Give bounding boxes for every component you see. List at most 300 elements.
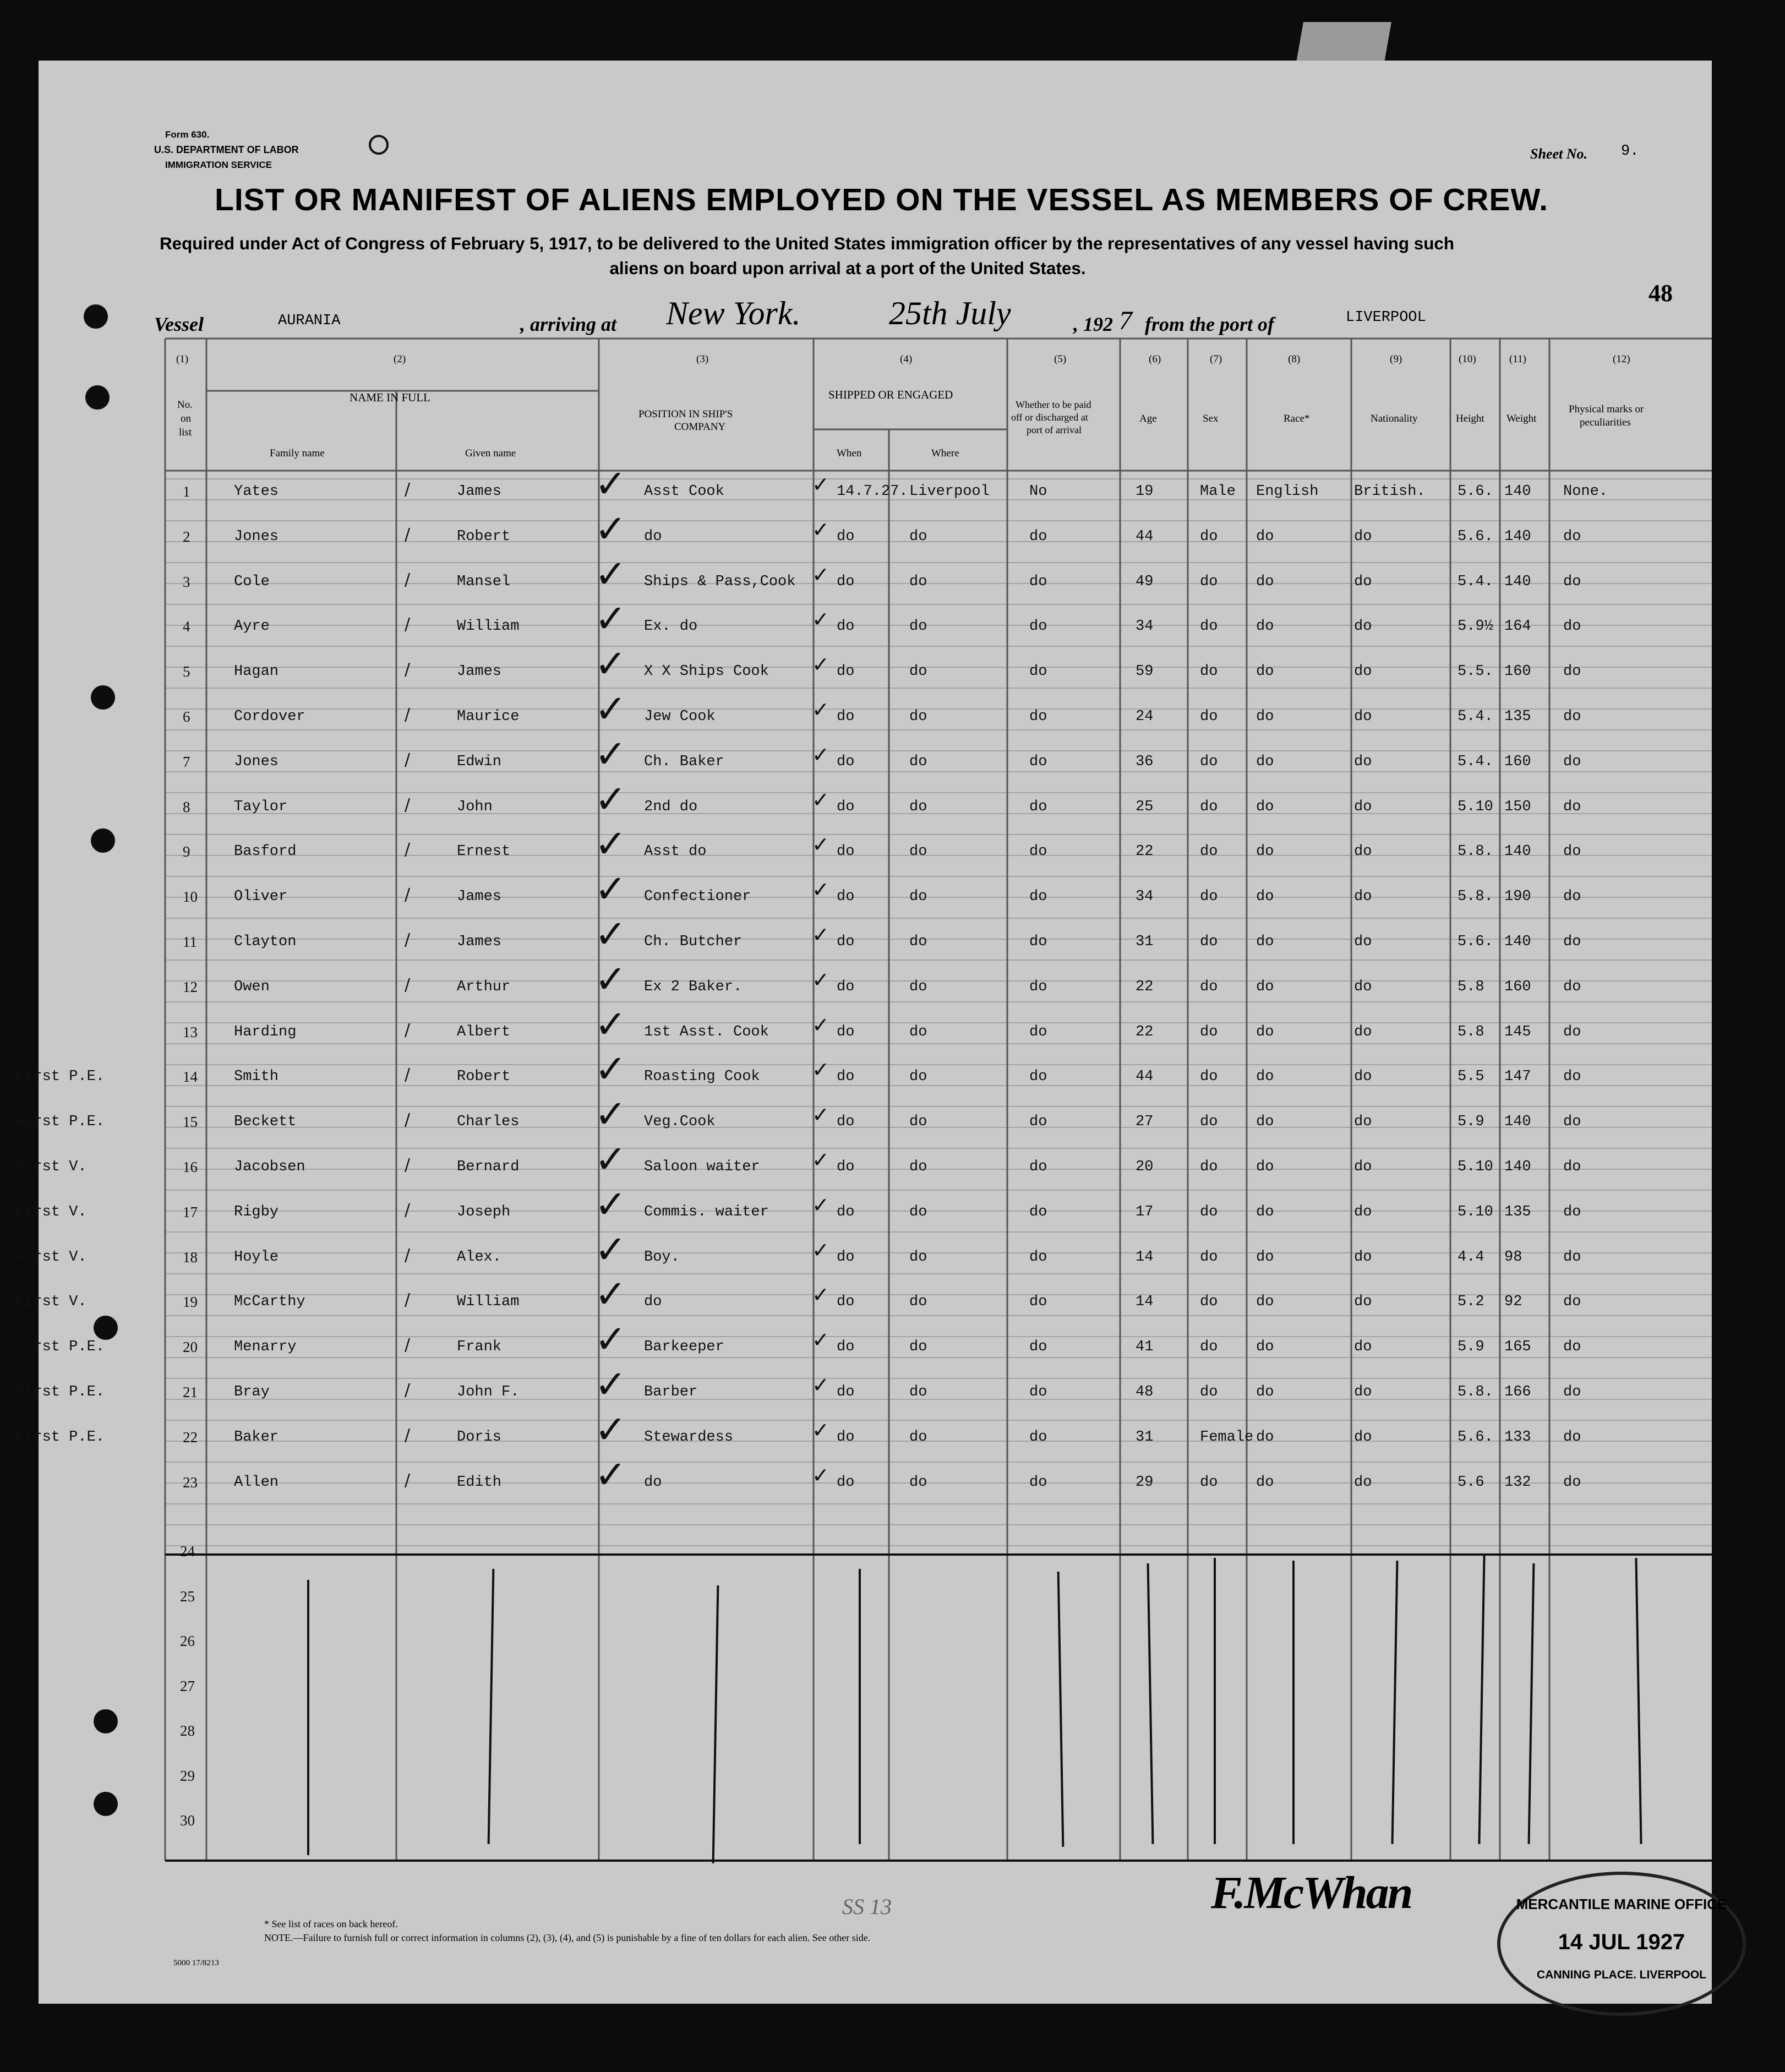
cell-race: do	[1256, 934, 1274, 950]
cell-where: do	[909, 1294, 927, 1311]
cell-no: 18	[183, 1248, 198, 1266]
cell-paid: do	[1029, 798, 1047, 815]
empty-row-number: 26	[180, 1633, 195, 1649]
cell-race: do	[1256, 1114, 1274, 1131]
cell-height: 5.9	[1458, 1114, 1484, 1131]
tick-mark-icon: /	[405, 975, 411, 995]
col-number-1: (1)	[176, 353, 189, 365]
cell-family: Basford	[234, 843, 297, 860]
cell-when: 14.7.27.	[837, 483, 908, 500]
cell-race: do	[1256, 1428, 1274, 1446]
check-mark-icon: ✓	[594, 1406, 627, 1452]
cell-family: Jacobsen	[234, 1159, 305, 1175]
check-mark-icon: ✓	[594, 641, 627, 687]
cell-race: do	[1256, 1159, 1274, 1175]
cell-when: do	[837, 1023, 855, 1040]
cell-weight: 140	[1504, 1159, 1531, 1175]
cell-age: 44	[1136, 528, 1154, 545]
cell-paid: do	[1029, 1384, 1047, 1400]
cell-position: Commis. waiter	[644, 1203, 769, 1220]
cell-no: 17	[183, 1203, 198, 1220]
cell-marks: do	[1563, 1248, 1581, 1266]
from-port: LIVERPOOL	[1346, 309, 1426, 326]
given-name-header: Given name	[465, 448, 516, 459]
cell-nationality: do	[1354, 1384, 1372, 1400]
cell-no: 8	[183, 798, 190, 815]
cell-given: Arthur	[457, 978, 511, 995]
check-mark-icon: ✓	[594, 461, 627, 506]
cell-age: 59	[1136, 663, 1154, 680]
check-mark-icon: ✓	[594, 1452, 627, 1497]
punch-hole	[85, 385, 110, 410]
check-mark-icon: ✓	[812, 517, 829, 542]
cell-when: do	[837, 1339, 855, 1356]
cell-nationality: do	[1354, 1159, 1372, 1175]
cell-family: Smith	[234, 1068, 279, 1086]
cell-no: 11	[183, 934, 197, 950]
tick-mark-icon: /	[405, 1110, 411, 1130]
cell-margin: First P.E.	[15, 1428, 105, 1446]
cell-family: Owen	[234, 978, 270, 995]
cell-sex: do	[1200, 708, 1218, 725]
tick-mark-icon: /	[405, 1200, 411, 1220]
arriving-port: New York.	[666, 295, 801, 331]
col-number-6: (6)	[1149, 353, 1161, 365]
cell-position: 1st Asst. Cook	[644, 1023, 769, 1040]
footer-note-races: * See list of races on back hereof.	[264, 1918, 398, 1929]
cell-race: do	[1256, 978, 1274, 995]
check-mark-icon: ✓	[594, 776, 627, 822]
cell-weight: 145	[1504, 1023, 1531, 1040]
cell-age: 34	[1136, 888, 1154, 906]
cell-race: do	[1256, 1474, 1274, 1491]
cell-when: do	[837, 1294, 855, 1311]
cell-position: Saloon waiter	[644, 1159, 760, 1175]
cell-when: do	[837, 1474, 855, 1491]
cell-margin: First V.	[15, 1159, 87, 1175]
punch-hole	[94, 1316, 118, 1340]
ditto-stroke	[307, 1580, 309, 1855]
cell-height: 5.8.	[1458, 843, 1493, 860]
cell-marks: do	[1563, 798, 1581, 815]
cell-where: do	[909, 1384, 927, 1400]
cell-no: 14	[183, 1068, 198, 1086]
cell-height: 5.8.	[1458, 888, 1493, 906]
cell-given: Joseph	[457, 1203, 511, 1220]
cell-paid: do	[1029, 1203, 1047, 1220]
cell-race: do	[1256, 1248, 1274, 1266]
age-header: Age	[1139, 413, 1157, 424]
cell-marks: do	[1563, 1114, 1581, 1131]
cell-race: do	[1256, 528, 1274, 545]
cell-given: Ernest	[457, 843, 511, 860]
cell-weight: 140	[1504, 934, 1531, 950]
ditto-stroke	[859, 1569, 861, 1844]
cell-age: 24	[1136, 708, 1154, 725]
tick-mark-icon: /	[405, 1155, 411, 1175]
cell-paid: do	[1029, 663, 1047, 680]
cell-paid: do	[1029, 1023, 1047, 1040]
cell-weight: 147	[1504, 1068, 1531, 1086]
tick-mark-icon: /	[405, 1065, 411, 1085]
cell-nationality: do	[1354, 888, 1372, 906]
cell-where: do	[909, 573, 927, 590]
scribble: SS 13	[842, 1894, 892, 1919]
subtitle-line-1: Required under Act of Congress of February 5, 1917, to be delivered to the United States immigration officer by the representatives of any vessel having such	[160, 234, 1454, 253]
cell-marks: do	[1563, 708, 1581, 725]
tick-mark-icon: /	[405, 1290, 411, 1310]
check-mark-icon: ✓	[594, 1092, 627, 1137]
cell-race: do	[1256, 1339, 1274, 1356]
cell-nationality: do	[1354, 1023, 1372, 1040]
cell-sex: do	[1200, 1023, 1218, 1040]
cell-height: 5.5	[1458, 1068, 1484, 1086]
cell-no: 1	[183, 483, 190, 500]
cell-weight: 140	[1504, 573, 1531, 590]
cell-family: Ayre	[234, 618, 270, 635]
check-mark-icon: ✓	[812, 1463, 829, 1487]
cell-given: Robert	[457, 1068, 511, 1086]
col-number-4: (4)	[900, 353, 913, 365]
where-header: Where	[931, 448, 959, 459]
cell-sex: Female	[1200, 1428, 1254, 1446]
cell-race: do	[1256, 1294, 1274, 1311]
cell-marks: do	[1563, 1068, 1581, 1086]
cell-given: Frank	[457, 1339, 502, 1356]
tick-mark-icon: /	[405, 660, 411, 680]
ring-hole	[369, 135, 389, 155]
cell-when: do	[837, 663, 855, 680]
cell-family: Cordover	[234, 708, 305, 725]
stamp-date: 14 JUL 1927	[1558, 1930, 1685, 1954]
check-mark-icon: ✓	[594, 866, 627, 912]
cell-position: Ch. Baker	[644, 753, 724, 770]
cell-where: do	[909, 1023, 927, 1040]
cell-marks: do	[1563, 1023, 1581, 1040]
cell-given: James	[457, 888, 502, 906]
cell-paid: do	[1029, 934, 1047, 950]
check-mark-icon: ✓	[594, 506, 627, 552]
ditto-stroke	[1214, 1558, 1216, 1844]
cell-given: James	[457, 934, 502, 950]
cell-paid: do	[1029, 1339, 1047, 1356]
cell-position: Jew Cook	[644, 708, 716, 725]
cell-where: do	[909, 1339, 927, 1356]
cell-where: do	[909, 1248, 927, 1266]
cell-no: 12	[183, 978, 198, 995]
department: U.S. DEPARTMENT OF LABOR	[154, 144, 299, 155]
cell-no: 7	[183, 753, 190, 770]
cell-when: do	[837, 888, 855, 906]
cell-margin: First P.E.	[15, 1339, 105, 1356]
cell-nationality: do	[1354, 1339, 1372, 1356]
cell-given: Alex.	[457, 1248, 502, 1266]
cell-age: 22	[1136, 843, 1154, 860]
cell-marks: do	[1563, 573, 1581, 590]
cell-margin: First P.E.	[15, 1068, 105, 1086]
family-name-header: Family name	[270, 448, 325, 459]
cell-weight: 135	[1504, 1203, 1531, 1220]
page-number: 48	[1648, 280, 1673, 307]
cell-when: do	[837, 1114, 855, 1131]
cell-given: James	[457, 483, 502, 500]
col-number-10: (10)	[1459, 353, 1476, 365]
empty-row-number: 27	[180, 1677, 195, 1694]
cell-height: 5.8	[1458, 978, 1484, 995]
cell-nationality: do	[1354, 708, 1372, 725]
cell-margin: First P.E.	[15, 1114, 105, 1131]
cell-height: 5.6	[1458, 1474, 1484, 1491]
cell-weight: 160	[1504, 663, 1531, 680]
tick-mark-icon: /	[405, 1020, 411, 1040]
col-number-12: (12)	[1613, 353, 1630, 365]
cell-family: Jones	[234, 528, 279, 545]
cell-race: do	[1256, 888, 1274, 906]
check-mark-icon: ✓	[594, 731, 627, 777]
cell-race: do	[1256, 1068, 1274, 1086]
cell-sex: do	[1200, 978, 1218, 995]
check-mark-icon: ✓	[594, 912, 627, 957]
cell-where: do	[909, 1474, 927, 1491]
cell-when: do	[837, 573, 855, 590]
cell-given: James	[457, 663, 502, 680]
cell-position: do	[644, 528, 662, 545]
cell-given: Albert	[457, 1023, 511, 1040]
check-mark-icon: ✓	[812, 1103, 829, 1127]
position-header-2: COMPANY	[674, 421, 726, 433]
cell-family: Hoyle	[234, 1248, 279, 1266]
cell-nationality: do	[1354, 528, 1372, 545]
cell-no: 13	[183, 1023, 198, 1040]
col-number-2: (2)	[394, 353, 406, 365]
cell-position: Asst do	[644, 843, 707, 860]
cell-family: Cole	[234, 573, 270, 590]
cell-weight: 135	[1504, 708, 1531, 725]
cell-when: do	[837, 843, 855, 860]
check-mark-icon: ✓	[812, 562, 829, 587]
cell-nationality: do	[1354, 934, 1372, 950]
cell-no: 21	[183, 1384, 198, 1400]
tick-mark-icon: /	[405, 525, 411, 544]
cell-nationality: do	[1354, 1294, 1372, 1311]
cell-age: 48	[1136, 1384, 1154, 1400]
cell-when: do	[837, 978, 855, 995]
cell-family: Taylor	[234, 798, 288, 815]
cell-when: do	[837, 708, 855, 725]
cell-family: Oliver	[234, 888, 288, 906]
cell-no: 5	[183, 663, 190, 680]
cell-sex: do	[1200, 798, 1218, 815]
check-mark-icon: ✓	[594, 596, 627, 642]
manifest-sheet	[15, 61, 1727, 2004]
cell-position: X X Ships Cook	[644, 663, 769, 680]
when-header: When	[837, 448, 862, 459]
cell-given: Edwin	[457, 753, 502, 770]
cell-sex: do	[1200, 753, 1218, 770]
cell-race: do	[1256, 573, 1274, 590]
check-mark-icon: ✓	[594, 686, 627, 732]
cell-position: Confectioner	[644, 888, 751, 906]
cell-nationality: British.	[1354, 483, 1426, 500]
nationality-header: Nationality	[1371, 413, 1418, 424]
cell-when: do	[837, 1159, 855, 1175]
paid-header-2: off or discharged at	[1011, 412, 1088, 423]
cell-margin: First P.E.	[15, 1384, 105, 1400]
cell-given: Charles	[457, 1114, 520, 1131]
cell-sex: Male	[1200, 483, 1236, 500]
check-mark-icon: ✓	[594, 1001, 627, 1047]
tick-mark-icon: /	[405, 1245, 411, 1265]
cell-position: do	[644, 1294, 662, 1311]
empty-row-number: 24	[180, 1543, 195, 1560]
punch-hole	[94, 1792, 118, 1816]
cell-paid: do	[1029, 1114, 1047, 1131]
cell-age: 29	[1136, 1474, 1154, 1491]
cell-height: 5.5.	[1458, 663, 1493, 680]
cell-position: Stewardess	[644, 1428, 734, 1446]
cell-where: do	[909, 843, 927, 860]
check-mark-icon: ✓	[812, 742, 829, 767]
paid-header-3: port of arrival	[1027, 424, 1082, 435]
cell-age: 49	[1136, 573, 1154, 590]
cell-paid: do	[1029, 978, 1047, 995]
cell-where: Liverpool	[909, 483, 990, 500]
signature: F.McWhan	[1211, 1867, 1412, 1918]
cell-marks: do	[1563, 843, 1581, 860]
name-in-full-header: NAME IN FULL	[350, 391, 430, 404]
cell-height: 5.10	[1458, 1203, 1493, 1220]
cell-position: Asst Cook	[644, 483, 724, 500]
cell-when: do	[837, 1384, 855, 1400]
cell-marks: do	[1563, 1384, 1581, 1400]
check-mark-icon: ✓	[812, 697, 829, 722]
cell-marks: do	[1563, 1203, 1581, 1220]
mercantile-marine-stamp	[1497, 1872, 1746, 2016]
cell-where: do	[909, 1114, 927, 1131]
cell-age: 14	[1136, 1248, 1154, 1266]
cell-age: 36	[1136, 753, 1154, 770]
cell-when: do	[837, 1248, 855, 1266]
cell-height: 5.10	[1458, 798, 1493, 815]
cell-race: do	[1256, 798, 1274, 815]
sex-header: Sex	[1203, 413, 1219, 424]
check-mark-icon: ✓	[812, 652, 829, 677]
cell-position: Ships & Pass,Cook	[644, 573, 796, 590]
check-mark-icon: ✓	[812, 1373, 829, 1397]
subtitle-line-2: aliens on board upon arrival at a port of the United States.	[609, 259, 1086, 278]
cell-nationality: do	[1354, 1248, 1372, 1266]
cell-marks: do	[1563, 618, 1581, 635]
punch-hole	[91, 685, 115, 710]
no-on-list-2: on	[181, 413, 191, 424]
weight-header: Weight	[1506, 413, 1537, 424]
cell-weight: 166	[1504, 1384, 1531, 1400]
check-mark-icon: ✓	[812, 472, 829, 497]
cell-weight: 140	[1504, 1114, 1531, 1131]
cell-sex: do	[1200, 618, 1218, 635]
cell-family: Allen	[234, 1474, 279, 1491]
cell-sex: do	[1200, 1068, 1218, 1086]
cell-age: 27	[1136, 1114, 1154, 1131]
col-number-5: (5)	[1054, 353, 1067, 365]
cell-position: 2nd do	[644, 798, 698, 815]
marks-header-2: peculiarities	[1580, 417, 1631, 428]
cell-paid: do	[1029, 708, 1047, 725]
cell-height: 5.6.	[1458, 528, 1493, 545]
cell-height: 5.10	[1458, 1159, 1493, 1175]
cell-age: 44	[1136, 1068, 1154, 1086]
tick-mark-icon: /	[405, 480, 411, 499]
check-mark-icon: ✓	[594, 1181, 627, 1227]
cell-when: do	[837, 934, 855, 950]
cell-paid: do	[1029, 1159, 1047, 1175]
cell-paid: do	[1029, 1248, 1047, 1266]
empty-row-number: 25	[180, 1588, 195, 1605]
cell-sex: do	[1200, 934, 1218, 950]
arriving-label: , arriving at	[520, 313, 617, 335]
cell-height: 5.9	[1458, 1339, 1484, 1356]
cell-paid: do	[1029, 1294, 1047, 1311]
cell-age: 19	[1136, 483, 1154, 500]
cell-nationality: do	[1354, 618, 1372, 635]
cell-no: 3	[183, 573, 190, 590]
empty-row-number: 29	[180, 1767, 195, 1784]
tick-mark-icon: /	[405, 1335, 411, 1355]
col-number-11: (11)	[1509, 353, 1526, 365]
cell-weight: 150	[1504, 798, 1531, 815]
cell-position: do	[644, 1474, 662, 1491]
shipped-header: SHIPPED OR ENGAGED	[828, 388, 953, 401]
cell-height: 5.2	[1458, 1294, 1484, 1311]
cell-no: 16	[183, 1159, 198, 1175]
cell-paid: do	[1029, 843, 1047, 860]
no-on-list-3: list	[179, 427, 192, 438]
cell-weight: 190	[1504, 888, 1531, 906]
cell-sex: do	[1200, 1203, 1218, 1220]
cell-sex: do	[1200, 1339, 1218, 1356]
cell-age: 22	[1136, 978, 1154, 995]
cell-weight: 133	[1504, 1428, 1531, 1446]
year-digit: 7	[1119, 306, 1132, 335]
cell-sex: do	[1200, 663, 1218, 680]
check-mark-icon: ✓	[812, 1057, 829, 1082]
check-mark-icon: ✓	[812, 1283, 829, 1307]
check-mark-icon: ✓	[812, 1192, 829, 1217]
cell-height: 5.6.	[1458, 483, 1493, 500]
empty-row-number: 28	[180, 1722, 195, 1739]
cell-weight: 98	[1504, 1248, 1522, 1266]
cell-weight: 92	[1504, 1294, 1522, 1311]
cell-position: Boy.	[644, 1248, 680, 1266]
tick-mark-icon: /	[405, 885, 411, 905]
check-mark-icon: ✓	[812, 607, 829, 632]
vessel-label: Vessel	[154, 313, 204, 335]
cell-nationality: do	[1354, 663, 1372, 680]
cell-weight: 160	[1504, 753, 1531, 770]
cell-marks: None.	[1563, 483, 1608, 500]
cell-weight: 164	[1504, 618, 1531, 635]
cell-nationality: do	[1354, 1068, 1372, 1086]
punch-hole	[94, 1709, 118, 1733]
page-title: LIST OR MANIFEST OF ALIENS EMPLOYED ON THE VESSEL AS MEMBERS OF CREW.	[215, 182, 1549, 217]
height-header: Height	[1456, 413, 1484, 424]
cell-given: William	[457, 618, 520, 635]
cell-height: 5.4.	[1458, 573, 1493, 590]
cell-race: do	[1256, 753, 1274, 770]
no-on-list-1: No.	[177, 399, 193, 411]
cell-family: Clayton	[234, 934, 297, 950]
cell-family: Yates	[234, 483, 279, 500]
